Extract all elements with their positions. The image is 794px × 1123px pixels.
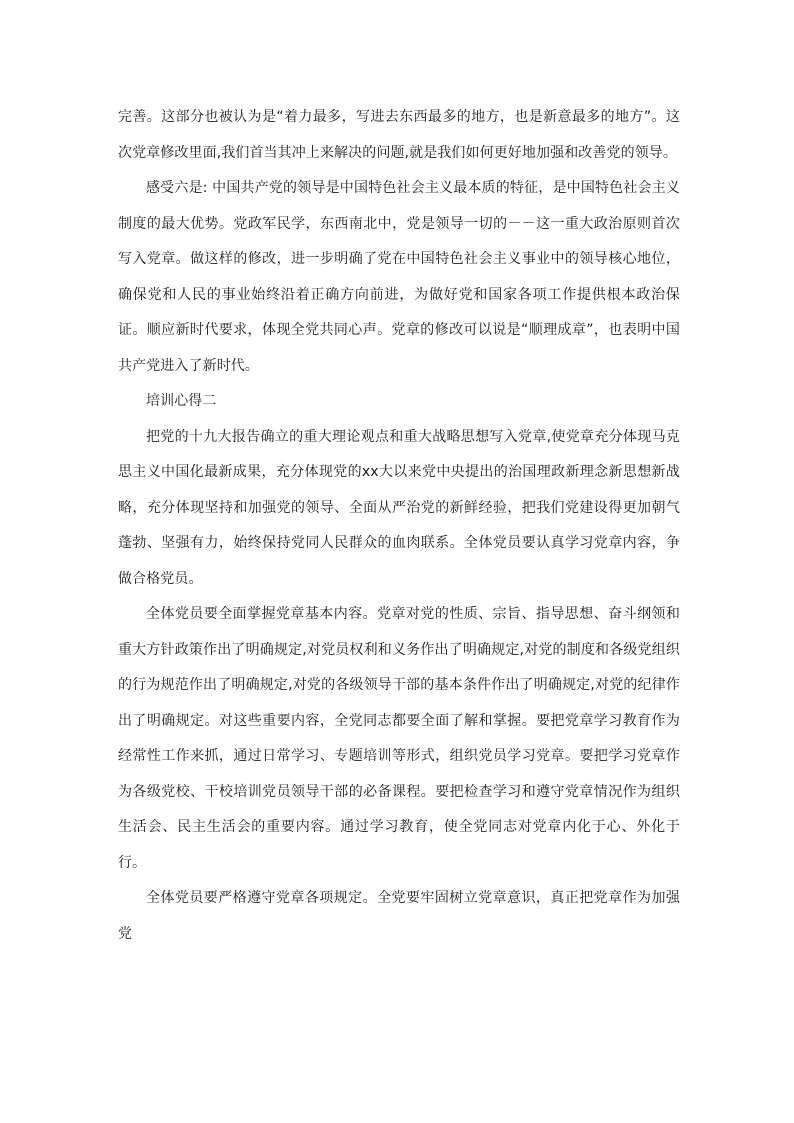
- paragraph-master-basic-content: 全体党员要全面掌握党章基本内容。党章对党的性质、宗旨、指导思想、奋斗纲领和重大方针政策作出了明确规定,对党员权利和义务作出了明确规定,对党的制度和各级党组织的行为规范作出了明确规定,对党的各级领导干部的基本条件作出了明确规定,对党的纪律作出了明确规定。对这些重要内容，全党同志都要全面了解和掌握。要把党章学习教育作为经常性工作来抓，通过日常学习、专题培训等形式，组织党员学习党章。要把学习党章作为各级党校、干校培训党员领导干部的必备课程。要把检查学习和遵守党章情况作为组织生活会、民主生活会的重要内容。通过学习教育，使全党同志对党章内化于心、外化于行。: [118, 606, 680, 871]
- paragraph-continuation: 完善。这部分也被认为是“着力最多，写进去东西最多的地方，也是新意最多的地方”。这次党章修改里面,我们首当其冲上来解决的问题,就是我们如何更好地加强和改善党的领导。: [118, 109, 680, 161]
- paragraph-party-constitution-theory: 把党的十九大报告确立的重大理论观点和重大战略思想写入党章,使党章充分体现马克思主义中国化最新成果，充分体现党的xx大以来党中央提出的治国理政新理念新思想新战略，充分体现坚持和加强党的领导、全面从严治党的新鲜经验，把我们党建设得更加朝气蓬勃、坚强有力，始终保持党同人民群众的血肉联系。全体党员要认真学习党章内容，争做合格党员。: [118, 428, 680, 587]
- document-body: [118, 100, 680, 952]
- paragraph-strictly-observe: 全体党员要严格遵守党章各项规定。全党要牢固树立党章意识，真正把党章作为加强党: [118, 890, 680, 942]
- section-heading-training-notes-two: 培训心得二: [146, 393, 217, 409]
- paragraph-feeling-six: 感受六是: 中国共产党的领导是中国特色社会主义最本质的特征，是中国特色社会主义制度的最大优势。党政军民学，东西南北中，党是领导一切的－－这一重大政治原则首次写入党章。做这样的修改，进一步明确了党在中国特色社会主义事业中的领导核心地位，确保党和人民的事业始终沿着正确方向前进，为做好党和国家各项工作提供根本政治保证。顺应新时代要求，体现全党共同心声。党章的修改可以说是“顺理成章”，也表明中国共产党进入了新时代。: [118, 180, 680, 374]
